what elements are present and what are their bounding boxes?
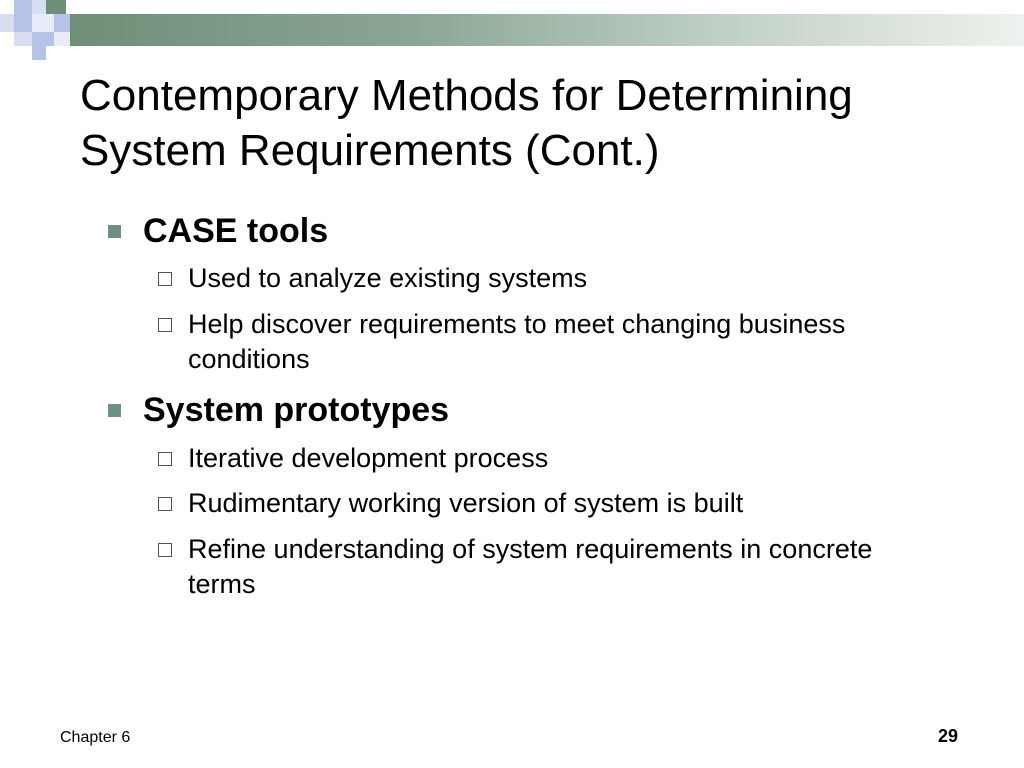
title-line-1: Contemporary Methods for Determining (80, 71, 853, 120)
header-gradient-bar (70, 14, 1024, 46)
square-bullet-icon (108, 225, 121, 238)
footer-chapter: Chapter 6 (60, 729, 131, 746)
hollow-square-bullet-icon (158, 452, 172, 466)
sub-bullet-text: Refine understanding of system requirements in concrete terms (188, 534, 873, 599)
title-line-2: System Requirements (Cont.) (80, 126, 660, 175)
hollow-square-bullet-icon (158, 272, 172, 286)
sub-bullet-text: Help discover requirements to meet changing business conditions (188, 309, 846, 374)
hollow-square-bullet-icon (158, 318, 172, 332)
bullet-label: System prototypes (143, 391, 450, 429)
hollow-square-bullet-icon (158, 543, 172, 557)
square-bullet-icon (108, 404, 121, 417)
sub-bullet-text: Rudimentary working version of system is built (188, 488, 744, 518)
hollow-square-bullet-icon (158, 497, 172, 511)
sub-bullet-text: Used to analyze existing systems (188, 263, 588, 293)
page-number: 29 (938, 726, 959, 746)
bullet-label: CASE tools (143, 212, 329, 250)
sub-bullet-text: Iterative development process (188, 443, 549, 473)
slide-title (80, 68, 1000, 178)
